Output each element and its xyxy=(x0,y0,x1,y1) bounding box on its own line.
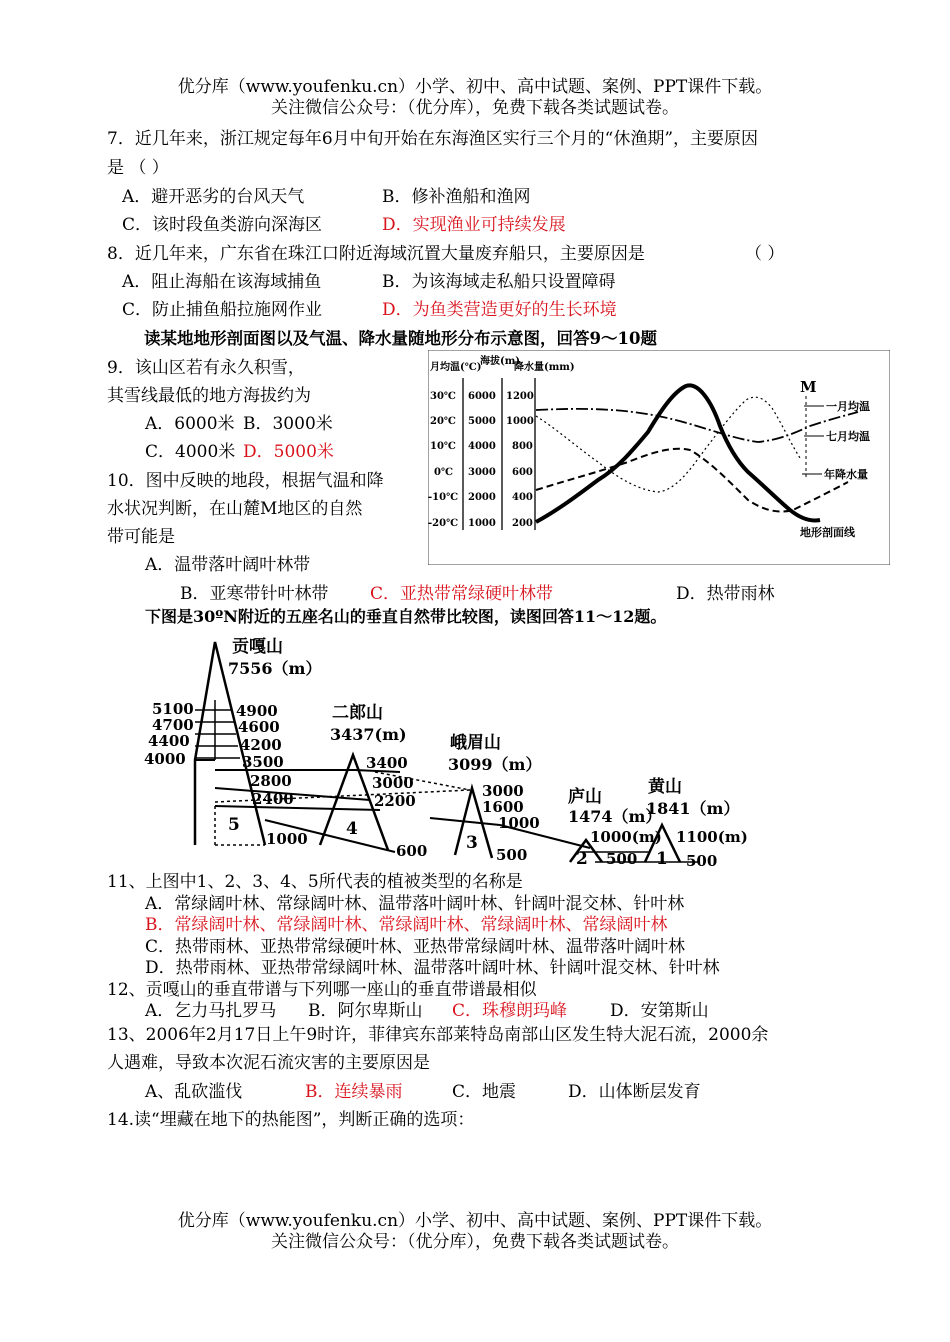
erlang-label: 600 xyxy=(396,842,428,860)
precip-tick: 1200 xyxy=(506,391,534,402)
mountain-height-erlang: 3437(m) xyxy=(330,725,407,744)
q9-stem-cont: 其雪线最低的地方海拔约为 xyxy=(107,386,311,406)
alt-axis-title: 海拔(m) xyxy=(480,356,521,367)
q10-stem: 10．图中反映的地段，根据气温和降 xyxy=(107,471,384,491)
section-heading-9-10: 读某地地形剖面图以及气温、降水量随地形分布示意图，回答9～10题 xyxy=(144,329,657,348)
mountain-height-lushan: 1474（m） xyxy=(568,807,662,826)
q13-option-d: D．山体断层发育 xyxy=(568,1082,701,1102)
gongga-right-label: 3500 xyxy=(242,753,284,771)
terrain-climate-profile-figure xyxy=(428,350,890,565)
vertical-zones-figure xyxy=(140,630,750,875)
legend-precip: 年降水量 xyxy=(824,468,868,481)
zone-number-1: 1 xyxy=(656,849,668,869)
q13-option-c: C．地震 xyxy=(452,1082,517,1102)
mountain-name-emei: 峨眉山 xyxy=(450,733,501,753)
precip-tick: 400 xyxy=(512,492,533,503)
precip-tick: 1000 xyxy=(506,416,534,427)
gongga-left-label: 4400 xyxy=(148,732,190,750)
huangshan-label: 1100(m) xyxy=(676,828,748,846)
q7-option-c: C．该时段鱼类游向深海区 xyxy=(122,215,323,235)
gongga-right-label: 4600 xyxy=(238,718,280,736)
temp-tick: 10℃ xyxy=(430,441,456,452)
gongga-right-label: 1000 xyxy=(266,830,308,848)
q12-stem: 12、贡嘎山的垂直带谱与下列哪一座山的垂直带谱最相似 xyxy=(107,980,537,1000)
mountain-height-gongga: 7556（m） xyxy=(228,659,322,678)
gongga-right-label: 2400 xyxy=(252,790,294,808)
emei-label: 3000 xyxy=(482,782,524,800)
mountain-name-gongga: 贡嘎山 xyxy=(232,637,283,657)
alt-tick: 3000 xyxy=(468,467,496,478)
q13-option-a: A、乱砍滥伐 xyxy=(145,1082,243,1102)
section-heading-11-12: 下图是30ºN附近的五座名山的垂直自然带比较图，读图回答11～12题。 xyxy=(145,607,667,626)
alt-tick: 4000 xyxy=(468,441,496,452)
q11-stem: 11、上图中1、2、3、4、5所代表的植被类型的名称是 xyxy=(107,872,523,892)
q13-stem: 13、2006年2月17日上午9时许，菲律宾东部莱特岛南部山区发生特大泥石流，2000余 xyxy=(107,1025,769,1045)
erlang-label: 3400 xyxy=(366,754,408,772)
erlang-label: 3000 xyxy=(372,774,414,792)
alt-tick: 5000 xyxy=(468,416,496,427)
q12-option-a: A．乞力马扎罗马 xyxy=(145,1001,277,1021)
q11-option-d: D．热带雨林、亚热带常绿阔叶林、温带落叶阔叶林、针阔叶混交林、针叶林 xyxy=(145,958,720,978)
q7-stem-cont: 是 （ ） xyxy=(107,158,169,178)
q10-stem-cont2: 带可能是 xyxy=(107,527,175,547)
lushan-label: 500 xyxy=(606,850,638,868)
mountain-name-erlang: 二郎山 xyxy=(332,703,383,723)
q14-stem: 14.读“埋藏在地下的热能图”，判断正确的选项： xyxy=(107,1110,475,1130)
q11-option-a: A．常绿阔叶林、常绿阔叶林、温带落叶阔叶林、针阔叶混交林、针叶林 xyxy=(145,894,685,914)
temp-tick: 20℃ xyxy=(430,416,456,427)
alt-tick: 1000 xyxy=(468,518,496,529)
temp-tick: -10℃ xyxy=(428,492,459,503)
erlang-label: 2200 xyxy=(374,792,416,810)
zone-number-2: 2 xyxy=(576,849,588,869)
temp-axis-title: 月均温(℃) xyxy=(430,362,482,373)
mountain-height-huangshan: 1841（m） xyxy=(646,799,740,818)
q10-option-c-answer: C．亚热带常绿硬叶林带 xyxy=(370,584,554,604)
q13-option-b-answer: B．连续暴雨 xyxy=(305,1082,403,1102)
q9-option-b: B．3000米 xyxy=(243,414,333,434)
q9-stem: 9．该山区若有永久积雪， xyxy=(107,358,305,378)
emei-label: 1600 xyxy=(482,798,524,816)
q8-stem: 8．近几年来，广东省在珠江口附近海域沉置大量废弃船只，主要原因是 xyxy=(107,244,645,264)
legend-july: 七月均温 xyxy=(826,430,870,443)
lushan-label: 1000(m) xyxy=(590,828,662,846)
q9-option-d-answer: D．5000米 xyxy=(243,442,334,462)
q12-option-d: D．安第斯山 xyxy=(610,1001,709,1021)
q10-option-d: D．热带雨林 xyxy=(676,584,775,604)
q9-option-c: C．4000米 xyxy=(145,442,236,462)
alt-tick: 6000 xyxy=(468,391,496,402)
legend-january: 一月均温 xyxy=(826,400,870,413)
gongga-left-label: 5100 xyxy=(152,700,194,718)
temp-tick: -20℃ xyxy=(428,518,459,529)
mountain-height-emei: 3099（m） xyxy=(448,755,542,774)
zone-number-3: 3 xyxy=(466,833,478,853)
huangshan-label: 500 xyxy=(686,852,718,870)
q11-option-b-answer: B．常绿阔叶林、常绿阔叶林、常绿阔叶林、常绿阔叶林、常绿阔叶林 xyxy=(145,915,668,935)
mountain-name-lushan: 庐山 xyxy=(568,787,602,807)
gongga-left-label: 4000 xyxy=(144,750,186,768)
precip-tick: 800 xyxy=(512,441,533,452)
q9-option-a: A．6000米 xyxy=(145,414,235,434)
header-line-2: 关注微信公众号：（优分库），免费下载各类试题试卷。 xyxy=(271,98,679,118)
temp-tick: 30℃ xyxy=(430,391,456,402)
mountain-name-huangshan: 黄山 xyxy=(648,777,682,797)
footer-line-2: 关注微信公众号：（优分库），免费下载各类试题试卷。 xyxy=(271,1232,679,1252)
header-line-1: 优分库（www.youfenku.cn）小学、初中、高中试题、案例、PPT课件下载。 xyxy=(177,77,773,97)
q7-option-a: A．避开恶劣的台风天气 xyxy=(122,187,305,207)
emei-label: 1000 xyxy=(498,814,540,832)
q12-option-b: B．阿尔卑斯山 xyxy=(308,1001,423,1021)
gongga-left-label: 4700 xyxy=(152,716,194,734)
gongga-right-label: 4900 xyxy=(236,702,278,720)
zone-number-5: 5 xyxy=(228,815,240,835)
precip-tick: 200 xyxy=(512,518,533,529)
q10-stem-cont: 水状况判断，在山麓M地区的自然 xyxy=(107,499,363,519)
q7-option-b: B．修补渔船和渔网 xyxy=(382,187,531,207)
marker-M: M xyxy=(800,378,817,396)
q12-option-c-answer: C．珠穆朗玛峰 xyxy=(452,1001,568,1021)
q13-stem-cont: 人遇难，导致本次泥石流灾害的主要原因是 xyxy=(107,1053,430,1073)
zone-number-4: 4 xyxy=(346,819,358,839)
q8-option-c: C．防止捕鱼船拉施网作业 xyxy=(122,300,323,320)
footer-line-1: 优分库（www.youfenku.cn）小学、初中、高中试题、案例、PPT课件下载。 xyxy=(177,1211,773,1231)
emei-label: 500 xyxy=(496,846,528,864)
precip-tick: 600 xyxy=(512,467,533,478)
q7-stem: 7．近几年来，浙江规定每年6月中旬开始在东海渔区实行三个月的“休渔期”，主要原因 xyxy=(107,129,759,149)
alt-tick: 2000 xyxy=(468,492,496,503)
q8-option-d-answer: D．为鱼类营造更好的生长环境 xyxy=(382,300,617,320)
q10-option-b: B．亚寒带针叶林带 xyxy=(180,584,329,604)
q8-option-a: A．阻止海船在该海域捕鱼 xyxy=(122,272,322,292)
band-line xyxy=(215,806,380,810)
q8-paren: （ ） xyxy=(745,244,785,264)
gongga-right-label: 4200 xyxy=(240,736,282,754)
legend-terrain: 地形剖面线 xyxy=(800,526,855,539)
q10-option-a: A．温带落叶阔叶林带 xyxy=(145,555,311,575)
q7-option-d-answer: D．实现渔业可持续发展 xyxy=(382,215,566,235)
gongga-right-label: 2800 xyxy=(250,772,292,790)
q11-option-c: C．热带雨林、亚热带常绿硬叶林、亚热带常绿阔叶林、温带落叶阔叶林 xyxy=(145,937,686,957)
precip-axis-title: 降水量(mm) xyxy=(514,362,575,373)
q8-option-b: B．为该海域走私船只设置障碍 xyxy=(382,272,616,292)
temp-tick: 0℃ xyxy=(434,467,453,478)
